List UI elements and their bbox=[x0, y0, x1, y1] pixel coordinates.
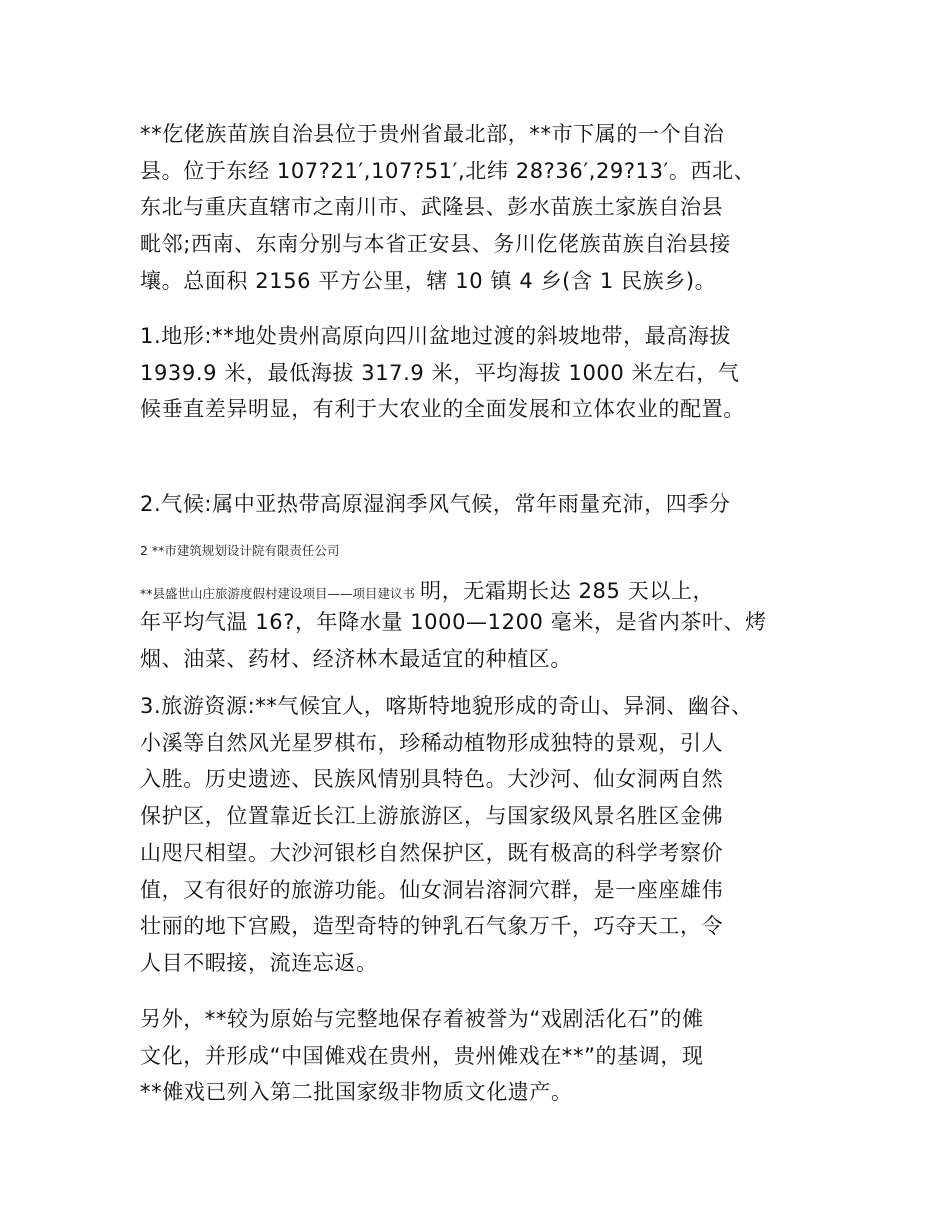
text-line: 值，又有很好的旅游功能。仙女洞岩溶洞穴群，是一座座雄伟 bbox=[140, 877, 724, 902]
paragraph-tourism bbox=[140, 688, 830, 982]
page-header-title: **县盛世山庄旅游度假村建设项目——项目建议书 bbox=[140, 586, 416, 601]
text-line: 壮丽的地下宫殿，造型奇特的钟乳石气象万千，巧夺天工，令 bbox=[140, 914, 724, 939]
text-line: 东北与重庆直辖市之南川市、武隆县、彭水苗族土家族自治县 bbox=[140, 195, 724, 220]
page-footer-company: 2 **市建筑规划设计院有限责任公司 bbox=[140, 543, 340, 558]
text-line: **傩戏已列入第二批国家级非物质文化遗产。 bbox=[140, 1080, 573, 1105]
text-line: 山咫尺相望。大沙河银杉自然保护区，既有极高的科学考察价 bbox=[140, 840, 724, 865]
paragraph-intro bbox=[140, 116, 830, 300]
text-line: 另外，**较为原始与完整地保存着被誉为“戏剧活化石”的傩 bbox=[140, 1007, 704, 1031]
text-line: 文化，并形成“中国傩戏在贵州，贵州傩戏在**”的基调，现 bbox=[140, 1043, 704, 1068]
text-line: 毗邻;西南、东南分别与本省正安县、务川仡佬族苗族自治县接 bbox=[140, 232, 731, 257]
paragraph-culture bbox=[140, 1001, 830, 1111]
text-line: 小溪等自然风光星罗棋布，珍稀动植物形成独特的景观，引人 bbox=[140, 730, 724, 755]
text-line: 2.气候:属中亚热带高原湿润季风气候，常年雨量充沛，四季分 bbox=[140, 492, 731, 516]
paragraph-terrain bbox=[140, 318, 830, 428]
text-line: 候垂直差异明显，有利于大农业的全面发展和立体农业的配置。 bbox=[140, 397, 745, 422]
text-line: 入胜。历史遗迹、民族风情别具特色。大沙河、仙女洞两自然 bbox=[140, 767, 724, 792]
text-line: 年平均气温 16?，年降水量 1000—1200 毫米，是省内茶叶、烤 bbox=[140, 610, 767, 634]
text-line: 人目不暇接，流连忘返。 bbox=[140, 950, 378, 975]
text-line: 县。位于东经 107?21′,107?51′,北纬 28?36′,29?13′。西北、 bbox=[140, 158, 756, 183]
text-line: 保护区，位置靠近长江上游旅游区，与国家级风景名胜区金佛 bbox=[140, 804, 724, 829]
text-line: 1.地形:**地处贵州高原向四川盆地过渡的斜坡地带，最高海拔 bbox=[140, 324, 732, 348]
paragraph-climate-rest bbox=[140, 604, 830, 677]
page-header-mixed-line bbox=[140, 575, 714, 605]
text-line: 3.旅游资源:**气候宜人，喀斯特地貌形成的奇山、异洞、幽谷、 bbox=[140, 694, 753, 718]
text-line: **仡佬族苗族自治县位于贵州省最北部，**市下属的一个自治 bbox=[140, 122, 725, 146]
text-line: 明，无霜期长达 285 天以上， bbox=[420, 579, 715, 603]
text-line: 1939.9 米，最低海拔 317.9 米，平均海拔 1000 米左右，气 bbox=[140, 360, 740, 385]
paragraph-climate-start bbox=[140, 486, 830, 523]
text-line: 壤。总面积 2156 平方公里，辖 10 镇 4 乡(含 1 民族乡)。 bbox=[140, 268, 717, 293]
text-line: 烟、油菜、药材、经济林木最适宜的种植区。 bbox=[140, 646, 572, 671]
